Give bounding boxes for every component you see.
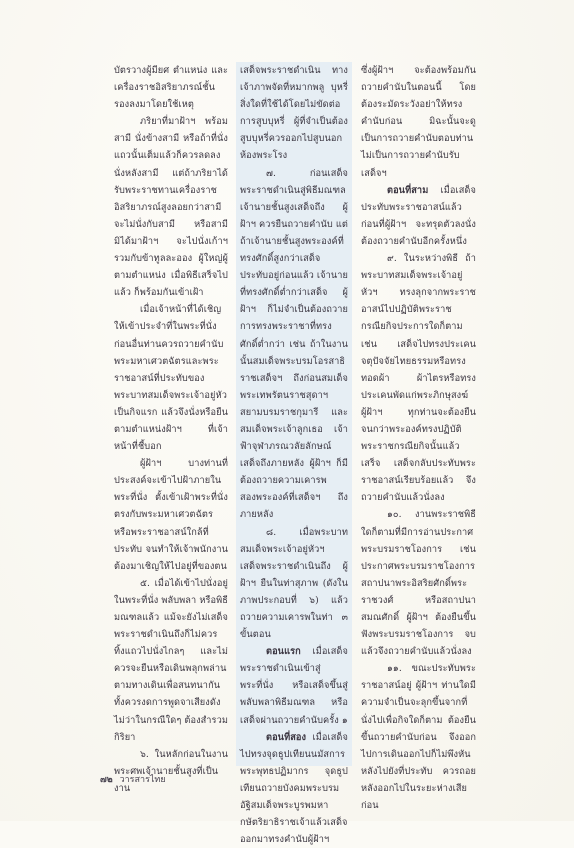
page-footer <box>100 772 166 786</box>
paragraph: บัตรวางผู้มียศ ตำแหน่ง และเครื่องราชอิสริยาภรณ์ชั้นรองลงมาโดยใช้เหตุ <box>114 65 228 111</box>
paragraph: ๖. ในหลักก่อนในงานพระศพเจ้านายชั้นสูงที่เป็นงาน <box>114 748 228 794</box>
paragraph: ๘. เมื่อพระบาทสมเด็จพระเจ้าอยู่หัวฯ เสด็จพระราชดำเนินถึง ผู้ฝ้าฯ ยืนในท่าสุภาพ (ดังในภาพประกอบที่ ๖) แล้วถวายความเคารพในท่า ๓ ขั้นตอน <box>240 526 348 641</box>
paragraph: ๙. ในระหว่างพิธี ถ้าพระบาทสมเด็จพระเจ้าอยู่หัวฯ ทรงลุกจากพระราชอาสน์ไปปฏิบัติพระราชกรณียกิจประการใดก็ตาม เช่น เสด็จไปทรงประเคนจตุปัจจัยไทยธรรมหรือทรงทอดผ้า ผ้าไตรหรือทรงประเคนพัดแก่พระภิกษุสงฆ์ ผู้ฝ้าฯ ทุกท่านจะต้องยืน จนกว่าพระองค์ทรงปฏิบัติพระราชกรณียกิจนั้นแล้วเสร็จ เสด็จกลับประทับพระราชอาสน์เรียบร้อยแล้ว จึงถวายคำนับแล้วนั่งลง <box>361 253 476 504</box>
paragraph: ตอนแรก เมื่อเสด็จพระราชดำเนินเข้าสู่พระที่นั่ง หรือเสด็จขึ้นสู่พลับพลาพิธีมณฑล หรือเสด็จผ่านถวายคำนับครั้ง ๑ <box>240 646 348 726</box>
magazine-name: วารสารไทย <box>119 775 166 785</box>
paragraph: ผู้ฝ้าฯ บางท่านที่ประสงค์จะเข้าไปฝ้าภายในพระที่นั่ง ตั้งเข้าเฝ้าพระที่นั่งตรงกับพระมหาเศวตฉัตรหรือพระราชอาสน์ใกล้ที่ประทับ จนทำให้เจ้าพนักงานต้องมาเชิญให้ไปอยู่ที่ของตน <box>114 458 228 572</box>
paragraph: ตอนที่สอง เมื่อเสด็จไปทรงจุดธูปเทียนนมัสการพระพุทธปฏิมากร จุดธูปเทียนถวายบังคมพระบรมอัฐิสมเด็จพระบูรพมหากษัตริยาธิราชเจ้าแล้วเสด็จออกมาทรงคำนับผู้ฝ้าฯ <box>240 731 348 846</box>
paragraph: เมื่อเจ้าหน้าที่ได้เชิญให้เข้าประจำที่ในพระที่นั่ง ก่อนอื่นท่านควรถวายคำนับพระมหาเศวตฉัตรและพระราชอาสน์ที่ประทับของพระบาทสมเด็จพระเจ้าอยู่หัวเป็นกิจแรก แล้วจึงนั่งหรือยืนตามตำแหน่งฝ้าฯ ที่เจ้าหน้าที่ชี้บอก <box>114 304 228 453</box>
paragraph: ๑๐. งานพระราชพิธีใดก็ตามที่มีการอ่านประกาศพระบรมราชโองการ เช่น ประกาศพระบรมราชโองการสถาปนาพระอิสริยศักดิ์พระราชวงศ์ หรือสถาปนาสมณศักดิ์ ผู้ฝ้าฯ ต้องยืนขึ้นฟังพระบรมราชโองการ จบแล้วจึงถวายคำนับแล้วนั่งลง <box>361 509 476 658</box>
paragraph: ภริยาที่มาฝ้าฯ พร้อมสามี นั่งข้างสามี หรือถ้าที่นั่งแถวนั้นเต็มแล้วก็ควรลดลงนั่งหลังสามี แต่ถ้าภริยาได้รับพระราชทานเครื่องราชอิสริยาภรณ์สูงลอยกว่าสามี จะไม่นั่งกับสามี หรือสามีมิได้มาฝ้าฯ จะไปนั่งเก้าฯ รวมกับข้าทูลละออง ผู้ใหญ่ผู้ตามตำแหน่ง เมื่อพิธีเสร็จไปแล้ว ก็พร้อมกันเข้าเฝ้า <box>114 116 228 299</box>
paragraph: ซึ่งผู้ฝ้าฯ จะต้องพร้อมกันถวายคำนับในตอนนี้ โดยต้องระมัดระวังอย่าให้ทรงคำนับก่อน มิฉะนั้นจะดูเป็นการถวายคำนับตอบท่าน ไม่เป็นการถวายคำนับรับเสด็จฯ <box>361 65 476 179</box>
text-column-2 <box>236 62 352 846</box>
paragraph: ๗. ก่อนเสด็จพระราชดำเนินสู่พิธีมณฑล เจ้านายชั้นสูงเสด็จถึง ผู้ฝ้าฯ ควรยืนถวายคำนับ แต่ถ้าเจ้านายชั้นสูงพระองค์ที่ทรงศักดิ์สูงกว่าเสด็จประทับอยู่ก่อนแล้ว เจ้านายที่ทรงศักดิ์ต่ำกว่าเสด็จ ผู้ฝ้าฯ ก็ไม่จำเป็นต้องถวายการทรงพระราชาที่ทรงศักดิ์ต่ำกว่า เช่น ถ้าในงานนั้นสมเด็จพระบรมโอรสาธิราชเสด็จฯ ถึงก่อนสมเด็จพระเทพรัตนราชสุดาฯ สยามบรมราชกุมารี และ สมเด็จพระเจ้าลูกเธอ เจ้าฟ้าจุฬาภรณวลัยลักษณ์ เสด็จถึงภายหลัง ผู้ฝ้าฯ ก็มีต้องถวายความเคารพสองพระองค์ที่เสด็จฯ ถึงภายหลัง <box>240 167 348 521</box>
page-number: ๗๒ <box>100 775 113 785</box>
text-column-3 <box>361 62 476 812</box>
paragraph-lead: ตอนที่สาม <box>387 184 429 196</box>
paragraph: ตอนที่สาม เมื่อเสด็จประทับพระราชอาสน์แล้ว ก่อนที่ผู้ฝ้าฯ จะทรุดตัวลงนั่ง ต้องถวายคำนับอีกครั้งหนึ่ง <box>361 184 476 247</box>
paragraph: เสด็จพระราชดำเนิน ทางเจ้าภาพจัดที่หมากพลู บุหรี่ สิ่งใดที่ใช้ได้โดยไม่ขัดต่อการสูบบุหรี่ ผู้ที่จำเป็นต้องสูบบุหรี่ควรออกไปสูบนอกห้องพระโรง <box>240 65 348 162</box>
paragraph: ๑๑. ขณะประทับพระราชอาสน์อยู่ ผู้ฝ้าฯ ท่านใดมีความจำเป็นจะลุกขึ้นจากที่นั่งไปเพื่อกิจใดก็ตาม ต้องยืนขึ้นถวายคำนับก่อน จึงออกไปการเดินออกไปก็ไม่พึงหันหลังไปยังที่ประทับ ควรถอยหลังออกไปในระยะห่างเสียก่อน <box>361 663 476 812</box>
paragraph-lead: ตอนที่สอง <box>266 731 307 743</box>
paragraph-lead: ตอนแรก <box>266 646 301 658</box>
paragraph: ๕. เมื่อได้เข้าไปนั่งอยู่ในพระที่นั่ง พลับพลา หรือพิธีมณฑลแล้ว แม้จะยังไม่เสด็จพระราชดำเนินถึงก็ไม่ควรทิ้งแถวไปนั่งไกลๆ และไม่ควรจะยืนหรือเดินพลุกพล่านตามทางเดินเพื่อสนทนากัน ทั้งควรงดการพูดจาเสียงดัง ไม่ว่าในกรณีใดๆ ต้องสำรวมกิริยา <box>114 577 228 743</box>
